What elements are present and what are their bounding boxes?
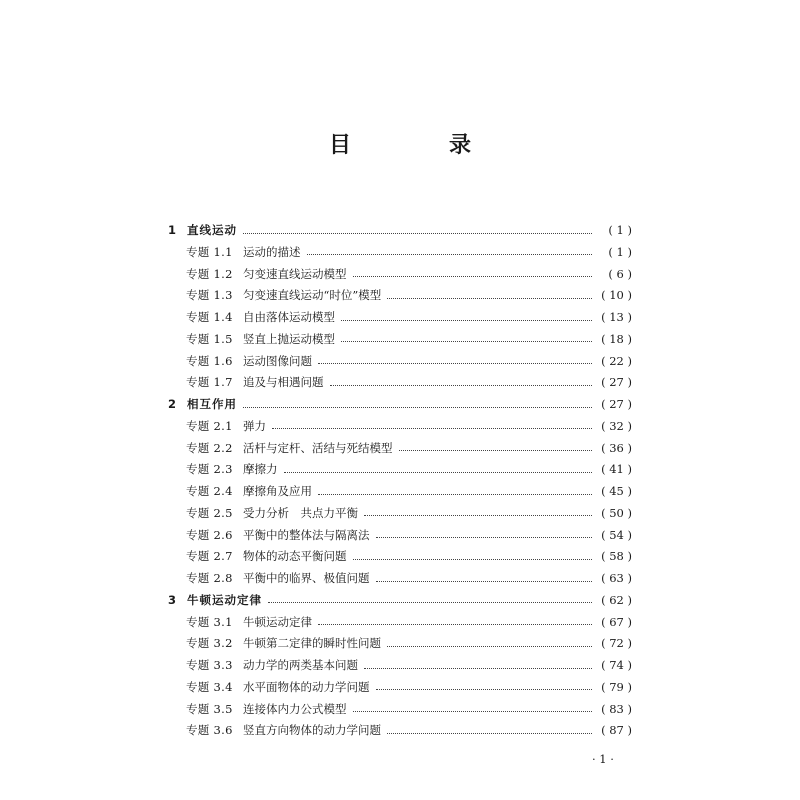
- toc-section-row[interactable]: [186, 264, 632, 284]
- dot-leader: [387, 733, 592, 734]
- toc-chapter-row[interactable]: [168, 590, 632, 610]
- toc-entry-number: 专题 3.4: [186, 679, 233, 694]
- toc-entry-page: ( 10 ): [601, 288, 632, 303]
- toc-entry-title: 平衡中的临界、极值问题: [243, 571, 370, 585]
- toc-section-row[interactable]: [186, 242, 632, 262]
- toc-entry-number: 专题 2.3: [186, 462, 233, 477]
- toc-entry-title: 运动图像问题: [243, 353, 312, 368]
- toc-entry-number: 专题 1.4: [186, 310, 233, 324]
- toc-entry-number: 专题 1.5: [186, 331, 233, 346]
- toc-entry-title: 受力分析 共点力平衡: [243, 505, 358, 520]
- toc-entry-title: 自由落体运动模型: [243, 310, 335, 324]
- toc-entry-title: 动力学的两类基本问题: [243, 658, 358, 672]
- toc-entry-title: 摩擦角及应用: [243, 484, 312, 498]
- toc-chapter-row[interactable]: [168, 394, 632, 414]
- toc-entry-number: 专题 3.6: [186, 723, 233, 738]
- dot-leader: [353, 276, 593, 277]
- toc-entry-page: ( 67 ): [601, 614, 632, 629]
- toc-entry-title: 匀变速直线运动“时位”模型: [243, 288, 382, 303]
- toc-entry-number: 专题 1.2: [186, 266, 233, 281]
- toc-entry-number: 专题 3.3: [186, 658, 233, 672]
- dot-leader: [272, 428, 592, 429]
- toc-section-row[interactable]: [186, 546, 632, 566]
- toc-entry-page: ( 27 ): [601, 375, 632, 390]
- toc-entry-title: 直线运动: [187, 223, 237, 237]
- toc-section-row[interactable]: [186, 351, 632, 371]
- dot-leader: [243, 407, 592, 408]
- dot-leader: [307, 254, 593, 255]
- toc-entry-page: ( 32 ): [601, 418, 632, 433]
- toc-entry-page: ( 74 ): [601, 658, 632, 672]
- toc-entry-number: 2: [168, 397, 177, 411]
- dot-leader: [318, 494, 592, 495]
- toc-entry-title: 牛顿运动定律: [187, 592, 262, 607]
- page-title: 目 录: [328, 133, 509, 158]
- toc-entry-page: ( 62 ): [601, 592, 632, 607]
- toc-section-row[interactable]: [186, 372, 632, 392]
- dot-leader: [376, 537, 593, 538]
- dot-leader: [268, 602, 592, 603]
- dot-leader: [387, 646, 592, 647]
- toc-entry-number: 专题 2.7: [186, 549, 233, 564]
- toc-section-row[interactable]: [186, 612, 632, 632]
- dot-leader: [341, 341, 592, 342]
- toc-section-row[interactable]: [186, 503, 632, 523]
- toc-section-row[interactable]: [186, 633, 632, 653]
- toc-section-row[interactable]: [186, 655, 632, 675]
- toc-entry-page: ( 41 ): [601, 462, 632, 477]
- toc-section-row[interactable]: [186, 416, 632, 436]
- toc-entry-page: ( 79 ): [601, 679, 632, 694]
- toc-entry-title: 相互作用: [187, 397, 237, 411]
- toc-entry-title: 运动的描述: [243, 244, 301, 259]
- toc-entry-page: ( 18 ): [601, 331, 632, 346]
- dot-leader: [387, 298, 592, 299]
- toc-entry-title: 弹力: [243, 418, 266, 433]
- toc-section-row[interactable]: [186, 307, 632, 327]
- toc-entry-page: ( 63 ): [601, 571, 632, 585]
- toc-entry-number: 1: [168, 223, 177, 237]
- page-number: · 1 ·: [592, 752, 614, 766]
- toc-section-row[interactable]: [186, 481, 632, 501]
- toc-entry-number: 专题 2.1: [186, 418, 233, 433]
- toc-entry-title: 摩擦力: [243, 462, 278, 477]
- dot-leader: [364, 668, 592, 669]
- toc-entry-title: 追及与相遇问题: [243, 375, 324, 390]
- dot-leader: [284, 472, 593, 473]
- toc-entry-number: 专题 2.2: [186, 440, 233, 455]
- toc-entry-page: ( 6 ): [608, 266, 632, 281]
- toc-entry-title: 竖直上抛运动模型: [243, 331, 335, 346]
- toc-entry-page: ( 72 ): [601, 636, 632, 651]
- toc-entry-page: ( 50 ): [601, 505, 632, 520]
- dot-leader: [341, 320, 592, 321]
- dot-leader: [353, 559, 593, 560]
- toc-section-row[interactable]: [186, 329, 632, 349]
- toc-entry-page: ( 1 ): [608, 244, 632, 259]
- toc-chapter-row[interactable]: [168, 220, 632, 240]
- toc-entry-number: 专题 1.6: [186, 353, 233, 368]
- toc-section-row[interactable]: [186, 438, 632, 458]
- toc-entry-title: 匀变速直线运动模型: [243, 266, 347, 281]
- toc-entry-page: ( 36 ): [601, 440, 632, 455]
- toc-entry-page: ( 22 ): [601, 353, 632, 368]
- toc-section-row[interactable]: [186, 525, 632, 545]
- toc-entry-number: 专题 1.1: [186, 244, 233, 259]
- dot-leader: [376, 689, 593, 690]
- toc-entry-page: ( 54 ): [601, 527, 632, 542]
- toc-entry-number: 专题 3.5: [186, 701, 233, 716]
- dot-leader: [243, 233, 592, 234]
- toc-entry-title: 连接体内力公式模型: [243, 701, 347, 716]
- toc-section-row[interactable]: [186, 677, 632, 697]
- toc-entry-page: ( 1 ): [608, 223, 632, 237]
- dot-leader: [376, 581, 593, 582]
- toc-entry-title: 物体的动态平衡问题: [243, 549, 347, 564]
- toc-entry-number: 专题 2.4: [186, 484, 233, 498]
- toc-section-row[interactable]: [186, 699, 632, 719]
- toc-entry-number: 专题 3.1: [186, 614, 233, 629]
- toc-entry-title: 活杆与定杆、活结与死结模型: [243, 440, 393, 455]
- toc-section-row[interactable]: [186, 568, 632, 588]
- toc-entry-page: ( 27 ): [601, 397, 632, 411]
- toc-entry-title: 牛顿第二定律的瞬时性问题: [243, 636, 381, 651]
- toc-entry-number: 专题 1.3: [186, 288, 233, 303]
- toc-entry-title: 竖直方向物体的动力学问题: [243, 723, 381, 738]
- dot-leader: [364, 515, 592, 516]
- dot-leader: [318, 624, 592, 625]
- dot-leader: [353, 711, 593, 712]
- toc-entry-number: 专题 2.8: [186, 571, 233, 585]
- toc-entry-number: 专题 2.6: [186, 527, 233, 542]
- toc-entry-number: 专题 2.5: [186, 505, 233, 520]
- toc-entry-page: ( 13 ): [601, 310, 632, 324]
- dot-leader: [399, 450, 593, 451]
- toc-entry-title: 牛顿运动定律: [243, 614, 312, 629]
- dot-leader: [330, 385, 593, 386]
- toc-entry-number: 3: [168, 592, 177, 607]
- toc-section-row[interactable]: [186, 720, 632, 740]
- toc-entry-number: 专题 3.2: [186, 636, 233, 651]
- toc-entry-title: 水平面物体的动力学问题: [243, 679, 370, 694]
- toc-entry-page: ( 83 ): [601, 701, 632, 716]
- toc-entry-page: ( 58 ): [601, 549, 632, 564]
- toc-entry-title: 平衡中的整体法与隔离法: [243, 527, 370, 542]
- toc-section-row[interactable]: [186, 459, 632, 479]
- dot-leader: [318, 363, 592, 364]
- toc-section-row[interactable]: [186, 285, 632, 305]
- toc-entry-page: ( 87 ): [601, 723, 632, 738]
- toc-entry-number: 专题 1.7: [186, 375, 233, 390]
- toc-entry-page: ( 45 ): [601, 484, 632, 498]
